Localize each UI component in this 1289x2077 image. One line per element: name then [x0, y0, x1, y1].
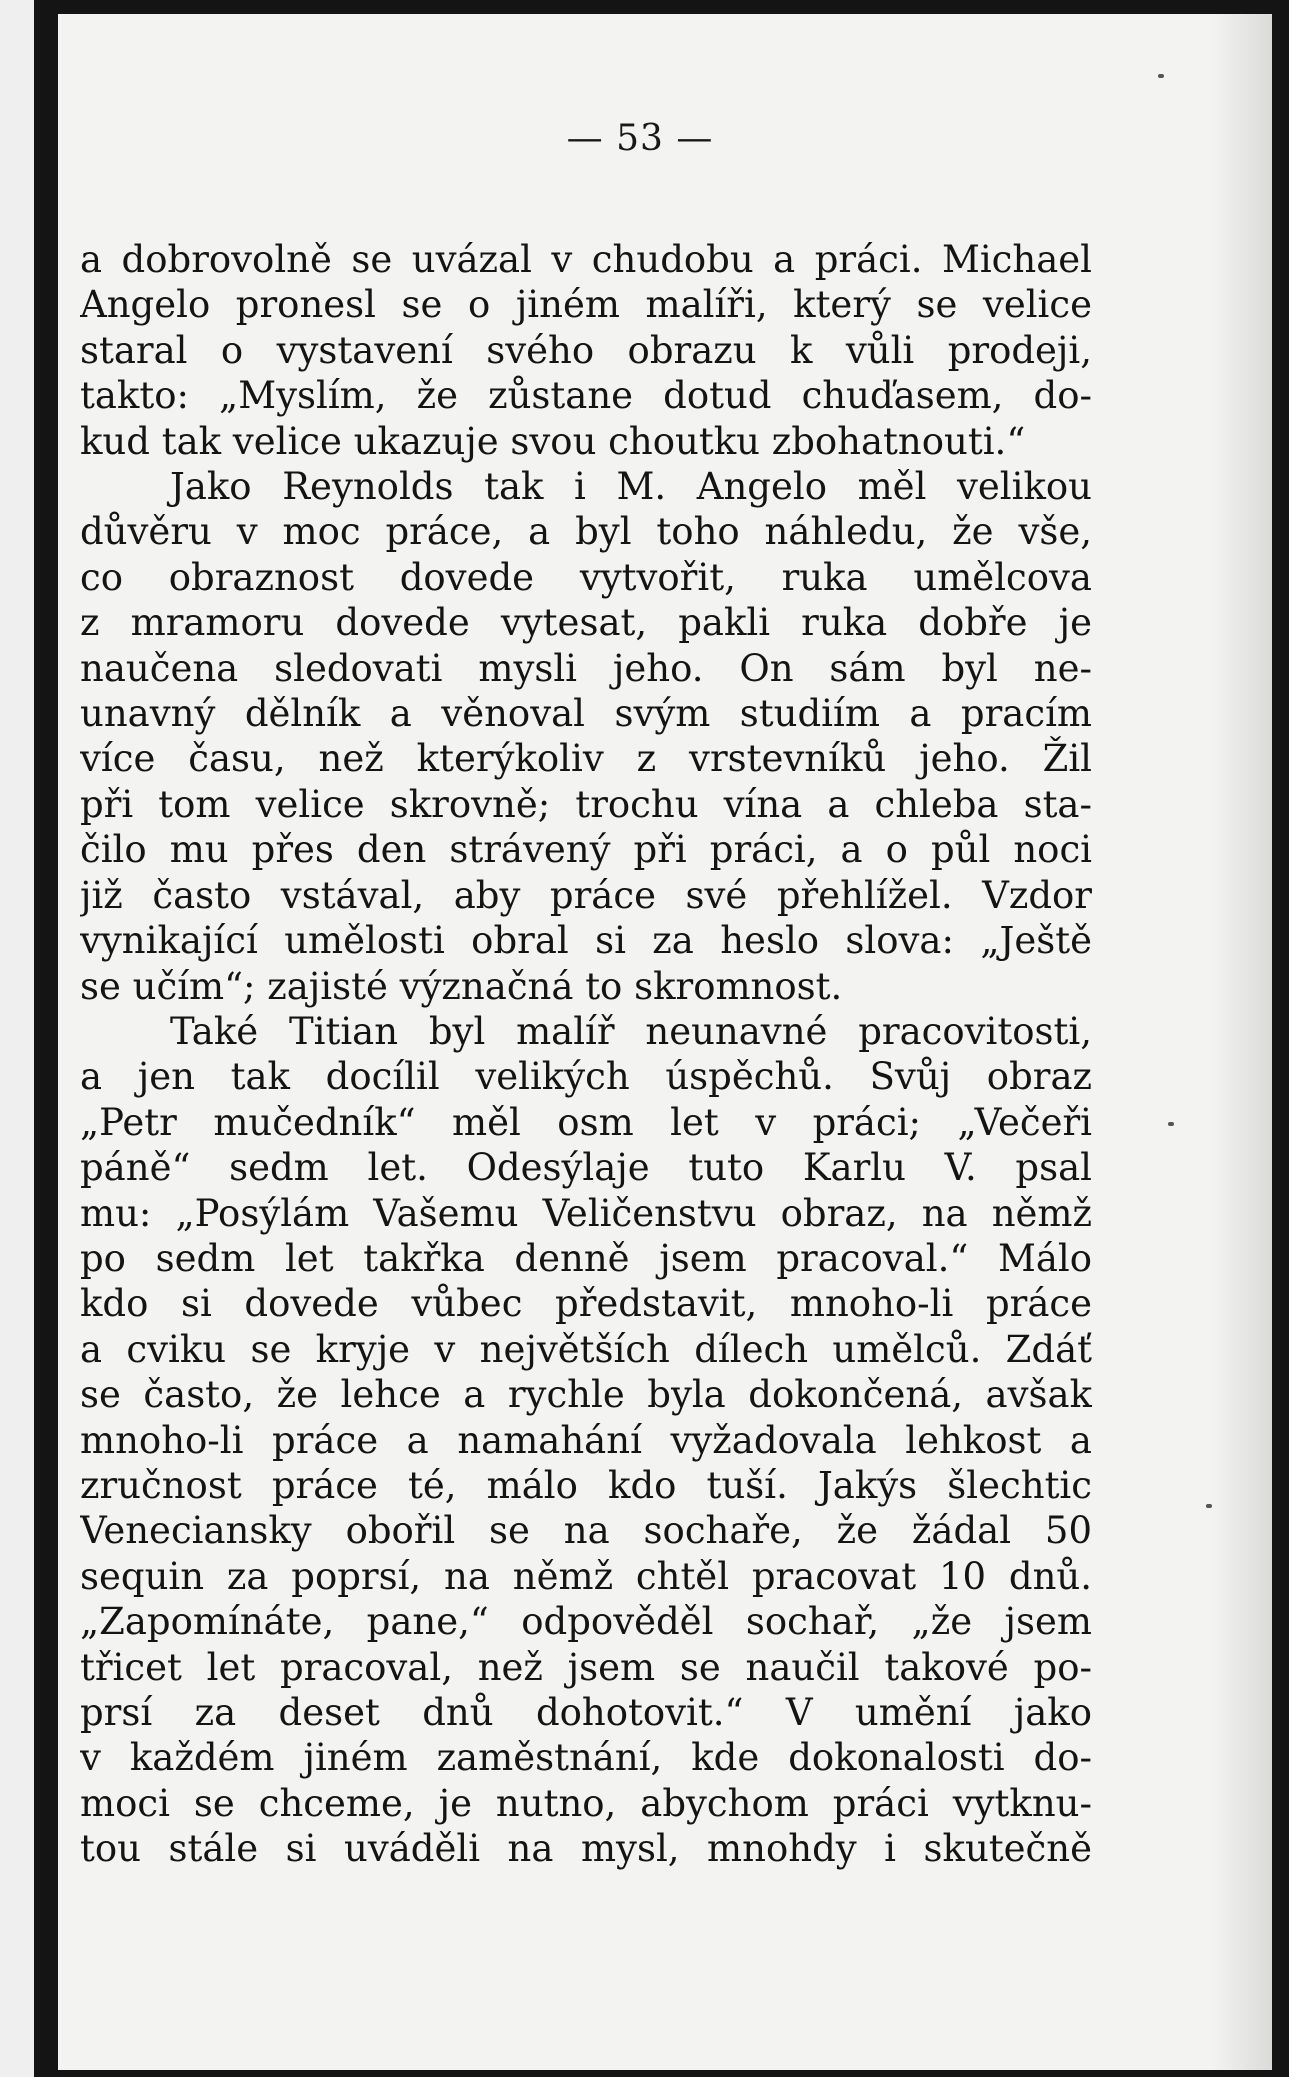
- text-line: více času, než kterýkoliv z vrstevníků jeho. Žil: [80, 737, 1092, 781]
- text-line: naučena sledovati mysli jeho. On sám byl ne-: [80, 646, 1092, 690]
- text-line: po sedm let takřka denně jsem pracoval.“ Málo: [80, 1236, 1092, 1280]
- text-line: při tom velice skrovně; trochu vína a chleba sta-: [80, 782, 1092, 826]
- text-line: unavný dělník a věnoval svým studiím a pracím: [80, 692, 1092, 736]
- text-line: již často vstával, aby práce své přehlížel. Vzdor: [80, 873, 1092, 917]
- text-line: mnoho-li práce a namahání vyžadovala lehkost a: [80, 1418, 1092, 1462]
- text-line: z mramoru dovede vytesat, pakli ruka dobře je: [80, 601, 1092, 645]
- text-line: páně“ sedm let. Odesýlaje tuto Karlu V. psal: [80, 1146, 1092, 1190]
- text-line: tou stále si uváděli na mysl, mnohdy i skutečně: [80, 1827, 1092, 1871]
- page-number: — 53 —: [566, 118, 714, 159]
- text-line: „Petr mučedník“ měl osm let v práci; „Večeři: [80, 1100, 1092, 1144]
- text-line: Angelo pronesl se o jiném malíři, který se velice: [80, 283, 1092, 327]
- text-line: a jen tak docílil velikých úspěchů. Svůj obraz: [80, 1055, 1092, 1099]
- paper-speck: [1168, 1122, 1174, 1126]
- text-line: a cviku se kryje v největších dílech umělců. Zdáť: [80, 1327, 1092, 1371]
- text-line: Také Titian byl malíř neunavné pracovitosti,: [170, 1009, 1092, 1053]
- text-line: důvěru v moc práce, a byl toho náhledu, že vše,: [80, 510, 1092, 554]
- text-line: takto: „Myslím, že zůstane dotud chuďasem, do-: [80, 374, 1092, 418]
- text-line: staral o vystavení svého obrazu k vůli prodeji,: [80, 328, 1092, 372]
- text-line: Veneciansky obořil se na sochaře, že žádal 50: [80, 1509, 1092, 1553]
- book-page: [58, 14, 1272, 2070]
- text-line: třicet let pracoval, než jsem se naučil takové po-: [80, 1645, 1092, 1689]
- body-text: [80, 237, 1092, 1872]
- text-line: moci se chceme, je nutno, abychom práci vytknu-: [80, 1781, 1092, 1825]
- text-line: prsí za deset dnů dohotovit.“ V umění jako: [80, 1691, 1092, 1734]
- text-line: čilo mu přes den strávený při práci, a o půl noci: [80, 828, 1092, 872]
- text-line: kdo si dovede vůbec představit, mnoho-li práce: [80, 1282, 1092, 1326]
- paper-speck: [1206, 1504, 1212, 1508]
- previous-page-edge: [0, 0, 34, 2077]
- text-line: co obraznost dovede vytvořit, ruka umělcova: [80, 555, 1092, 599]
- text-line: Jako Reynolds tak i M. Angelo měl velikou: [170, 465, 1092, 509]
- text-line: se často, že lehce a rychle byla dokončená, avšak: [80, 1373, 1092, 1417]
- text-line: se učím“; zajisté význačná to skromnost.: [80, 964, 843, 1008]
- text-line: vynikající umělosti obral si za heslo slova: „Ještě: [80, 919, 1092, 963]
- text-line: zručnost práce té, málo kdo tuší. Jakýs šlechtic: [80, 1463, 1092, 1507]
- text-line: mu: „Posýlám Vašemu Veličenstvu obraz, na němž: [80, 1191, 1092, 1235]
- text-line: sequin za poprsí, na němž chtěl pracovat 10 dnů.: [80, 1554, 1092, 1598]
- text-line: v každém jiném zaměstnání, kde dokonalosti do-: [80, 1736, 1092, 1780]
- text-line: „Zapomínáte, pane,“ odpověděl sochař, „že jsem: [80, 1600, 1092, 1644]
- paper-speck: [1158, 74, 1164, 78]
- text-line: kud tak velice ukazuje svou choutku zbohatnouti.“: [80, 419, 1026, 463]
- text-line: a dobrovolně se uvázal v chudobu a práci. Michael: [80, 238, 1092, 281]
